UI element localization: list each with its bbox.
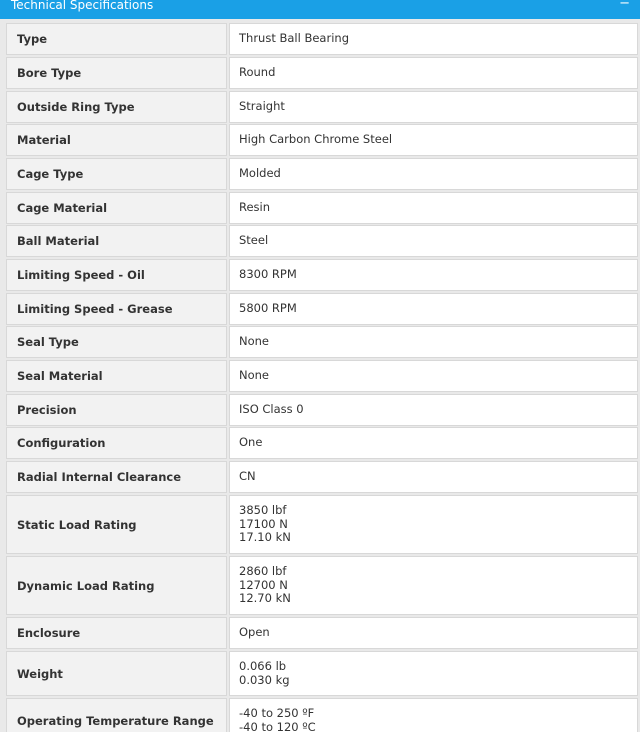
spec-value	[229, 461, 638, 493]
spec-row	[6, 192, 638, 224]
panel-title: Technical Specifications	[11, 0, 154, 12]
spec-label: Cage Type	[6, 158, 227, 190]
panel-header[interactable]	[0, 0, 640, 19]
spec-row	[6, 617, 638, 649]
spec-row	[6, 91, 638, 123]
spec-row	[6, 360, 638, 392]
spec-value-line: 2860 lbf	[239, 564, 287, 579]
spec-value-line: 0.030 kg	[239, 672, 290, 687]
spec-value-line: None	[239, 368, 270, 383]
spec-value-line: -40 to 250 ºF	[239, 706, 315, 720]
spec-value	[229, 225, 638, 257]
spec-label: Material	[6, 124, 227, 156]
spec-value	[229, 91, 638, 123]
spec-value-line: 12.70 kN	[239, 591, 291, 606]
spec-label: Type	[6, 23, 227, 55]
collapse-icon[interactable]: −	[619, 0, 630, 11]
spec-value-line: CN	[239, 469, 256, 484]
spec-value-line: High Carbon Chrome Steel	[239, 132, 393, 147]
spec-value	[229, 556, 638, 615]
spec-value-line: 5800 RPM	[239, 301, 297, 316]
spec-value	[229, 124, 638, 156]
spec-value-line: 17100 N	[239, 516, 288, 531]
spec-value-line: ISO Class 0	[239, 402, 304, 417]
spec-value	[229, 259, 638, 291]
spec-row	[6, 23, 638, 55]
spec-label: Bore Type	[6, 57, 227, 89]
spec-label: Seal Type	[6, 326, 227, 358]
spec-row	[6, 57, 638, 89]
spec-value	[229, 617, 638, 649]
spec-label: Configuration	[6, 427, 227, 459]
spec-row	[6, 461, 638, 493]
spec-row	[6, 225, 638, 257]
spec-label: Enclosure	[6, 617, 227, 649]
spec-value	[229, 57, 638, 89]
spec-label: Dynamic Load Rating	[6, 556, 227, 615]
spec-row	[6, 124, 638, 156]
spec-label: Radial Internal Clearance	[6, 461, 227, 493]
spec-value-line: 8300 RPM	[239, 267, 297, 282]
spec-value	[229, 427, 638, 459]
spec-row	[6, 651, 638, 696]
spec-value-line: Round	[239, 65, 276, 80]
spec-value-line: Resin	[239, 200, 271, 215]
spec-value-line: -40 to 120 ºC	[239, 719, 316, 732]
spec-label: Operating Temperature Range	[6, 698, 227, 732]
spec-row	[6, 394, 638, 426]
spec-value-line: 17.10 kN	[239, 530, 291, 545]
spec-row	[6, 293, 638, 325]
spec-row	[6, 698, 638, 732]
spec-value	[229, 698, 638, 732]
spec-value-line: Straight	[239, 99, 285, 114]
spec-value-line: Thrust Ball Bearing	[239, 31, 349, 46]
spec-value-line: Open	[239, 625, 270, 640]
spec-value-line: One	[239, 435, 263, 450]
spec-value	[229, 326, 638, 358]
spec-value	[229, 495, 638, 554]
spec-value-line: 3850 lbf	[239, 503, 287, 518]
spec-row	[6, 556, 638, 615]
spec-label: Precision	[6, 394, 227, 426]
spec-row	[6, 259, 638, 291]
spec-label: Weight	[6, 651, 227, 696]
spec-value	[229, 192, 638, 224]
spec-value-line: Steel	[239, 233, 269, 248]
spec-value-line: 12700 N	[239, 577, 288, 592]
spec-value	[229, 293, 638, 325]
spec-label: Outside Ring Type	[6, 91, 227, 123]
spec-value-line: None	[239, 334, 270, 349]
spec-row	[6, 495, 638, 554]
spec-label: Limiting Speed - Oil	[6, 259, 227, 291]
spec-label: Limiting Speed - Grease	[6, 293, 227, 325]
spec-label: Seal Material	[6, 360, 227, 392]
spec-row	[6, 427, 638, 459]
spec-value-line: 0.066 lb	[239, 659, 287, 673]
spec-value	[229, 23, 638, 55]
spec-label: Static Load Rating	[6, 495, 227, 554]
spec-value-line: Molded	[239, 166, 281, 181]
spec-value	[229, 394, 638, 426]
spec-row	[6, 158, 638, 190]
spec-value	[229, 360, 638, 392]
spec-value	[229, 651, 638, 696]
spec-row	[6, 326, 638, 358]
spec-label: Cage Material	[6, 192, 227, 224]
spec-value	[229, 158, 638, 190]
spec-label: Ball Material	[6, 225, 227, 257]
